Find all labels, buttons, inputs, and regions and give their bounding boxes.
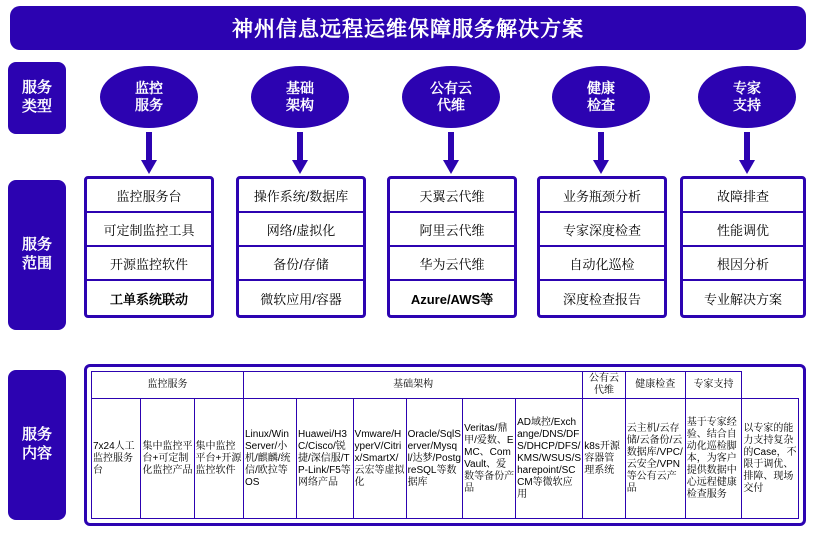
scope-item[interactable]: 性能调优 — [683, 213, 803, 247]
scope-column-health-check — [537, 176, 667, 318]
row-label-service-type — [8, 62, 66, 134]
scope-column-infrastructure — [236, 176, 366, 318]
arrow-expert-support — [739, 132, 755, 176]
table-cell: Linux/Win Server/小机/麒麟/统信/欧拉等OS — [243, 399, 296, 519]
category-bubble-infrastructure-label: 基础 架构 — [286, 79, 314, 113]
table-cell: 7x24人工监控服务台 — [92, 399, 141, 519]
service-content-panel — [84, 364, 806, 526]
scope-item[interactable]: 网络/虚拟化 — [239, 213, 363, 247]
scope-item[interactable]: 天翼云代维 — [390, 179, 514, 213]
scope-item[interactable]: 故障排查 — [683, 179, 803, 213]
table-cell: k8s开源容器管理系统 — [583, 399, 625, 519]
table-cell: Vmware/HyperV/Citrix/SmartX/云宏等虚拟化 — [353, 399, 406, 519]
scope-item[interactable]: 工单系统联动 — [109, 291, 188, 307]
category-bubble-health-check[interactable] — [552, 66, 650, 128]
row-label-service-scope — [8, 180, 66, 330]
scope-column-expert-support — [680, 176, 806, 318]
row-label-service-content-line1: 服务 内容 — [21, 426, 52, 462]
category-bubble-expert-support[interactable] — [698, 66, 796, 128]
scope-item[interactable]: 自动化巡检 — [540, 247, 664, 281]
scope-item[interactable]: 微软应用/容器 — [260, 291, 342, 307]
table-cell: 集中监控平台+可定制化监控产品 — [141, 399, 194, 519]
scope-item[interactable]: 操作系统/数据库 — [239, 179, 363, 213]
scope-item[interactable]: 深度检查报告 — [562, 291, 641, 307]
row-label-service-content — [8, 370, 66, 520]
category-bubble-infrastructure[interactable] — [251, 66, 349, 128]
category-bubble-monitoring[interactable] — [100, 66, 198, 128]
scope-item[interactable]: 业务瓶颈分析 — [540, 179, 664, 213]
table-header-cell: 专家支持 — [685, 372, 742, 399]
scope-item[interactable]: 开源监控软件 — [87, 247, 211, 281]
scope-item[interactable]: 备份/存储 — [239, 247, 363, 281]
scope-item[interactable]: 华为云代维 — [390, 247, 514, 281]
category-bubble-public-cloud-label: 公有云 代维 — [430, 79, 472, 113]
scope-item[interactable]: 专家深度检查 — [540, 213, 664, 247]
scope-item[interactable]: Azure/AWS等 — [410, 291, 494, 307]
table-header-cell: 监控服务 — [92, 372, 244, 399]
table-cell: Veritas/鼎甲/爱数、EMC、ComVault、爱数等备份产品 — [463, 399, 516, 519]
table-row — [92, 399, 799, 519]
category-bubble-monitoring-label: 监控 服务 — [135, 79, 163, 113]
scope-item[interactable]: 根因分析 — [683, 247, 803, 281]
arrow-infrastructure — [292, 132, 308, 176]
row-label-service-scope-line1: 服务 范围 — [21, 236, 52, 272]
arrow-health-check — [593, 132, 609, 176]
scope-column-public-cloud — [387, 176, 517, 318]
table-header-cell: 健康检查 — [625, 372, 685, 399]
scope-item[interactable]: 阿里云代维 — [390, 213, 514, 247]
category-bubble-public-cloud[interactable] — [402, 66, 500, 128]
table-cell: 以专家的能力支持复杂的Case，不限于调优、排障、现场交付 — [742, 399, 799, 519]
arrow-monitoring — [141, 132, 157, 176]
scope-item[interactable]: 专业解决方案 — [703, 291, 782, 307]
table-header-row — [92, 372, 799, 399]
scope-column-monitoring — [84, 176, 214, 318]
table-cell: AD域控/Exchange/DNS/DFS/DHCP/DFS/KMS/WSUS/Sharepoint/SCCM等微软应用 — [516, 399, 583, 519]
service-content-table — [91, 371, 799, 519]
table-header-cell: 公有云代维 — [583, 372, 625, 399]
table-cell: 集中监控平台+开源监控软件 — [194, 399, 243, 519]
page-title: 神州信息远程运维保障服务解决方案 — [10, 6, 806, 50]
row-label-service-type-line1: 服务 类型 — [21, 79, 52, 115]
table-cell: Oracle/SqlServer/Mysql/达梦/PostgreSQL等数据库 — [406, 399, 463, 519]
arrow-public-cloud — [443, 132, 459, 176]
table-cell: Huawei/H3C/Cisco/锐捷/深信服/TP-Link/F5等网络产品 — [297, 399, 354, 519]
scope-item[interactable]: 可定制监控工具 — [87, 213, 211, 247]
category-bubble-health-check-label: 健康 检查 — [587, 79, 615, 113]
scope-item[interactable]: 监控服务台 — [87, 179, 211, 213]
table-cell: 云主机/云存储/云备份/云数据库/VPC/云安全/VPN等公有云产品 — [625, 399, 685, 519]
table-header-cell: 基础架构 — [243, 372, 582, 399]
table-cell: 基于专家经验、结合自动化巡检脚本，为客户提供数据中心远程健康检查服务 — [685, 399, 742, 519]
category-bubble-expert-support-label: 专家 支持 — [733, 79, 761, 113]
